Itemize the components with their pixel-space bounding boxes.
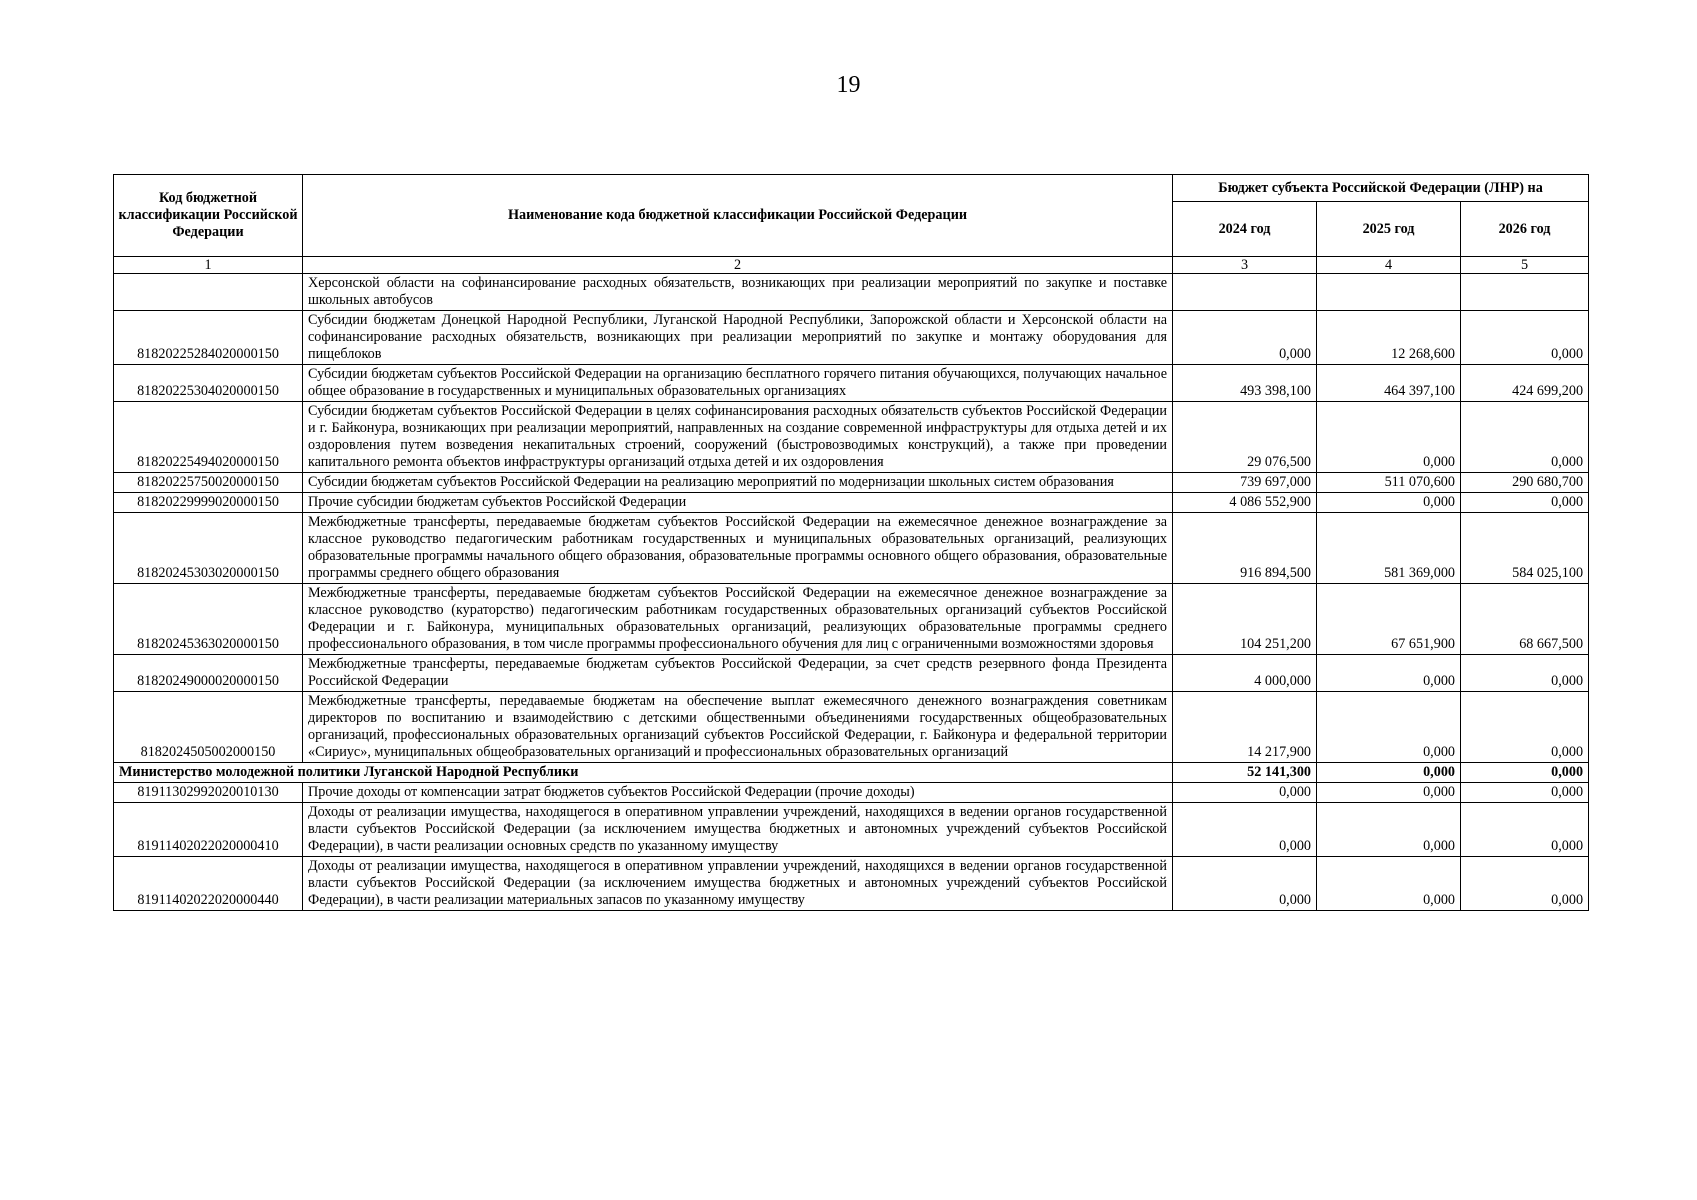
table-row [114, 365, 1589, 402]
column-number: 2 [303, 257, 1173, 274]
row-value-2026: 424 699,200 [1461, 365, 1589, 402]
table-row [114, 493, 1589, 513]
row-value-2026: 68 667,500 [1461, 584, 1589, 655]
header-year-2026: 2026 год [1461, 202, 1589, 257]
row-value-2024 [1173, 274, 1317, 311]
row-value-2025: 12 268,600 [1317, 311, 1461, 365]
row-value-2025: 67 651,900 [1317, 584, 1461, 655]
row-value-2024: 916 894,500 [1173, 513, 1317, 584]
row-value-2025: 0,000 [1317, 493, 1461, 513]
row-value-2026: 290 680,700 [1461, 473, 1589, 493]
page-number: 19 [836, 72, 861, 98]
row-value-2025: 0,000 [1317, 857, 1461, 911]
section-total-2026: 0,000 [1461, 763, 1589, 783]
row-value-2026: 0,000 [1461, 692, 1589, 763]
header-year-2025: 2025 год [1317, 202, 1461, 257]
row-code: 81820225750020000150 [114, 473, 303, 493]
table-row [114, 473, 1589, 493]
row-code: 81820229999020000150 [114, 493, 303, 513]
column-number: 5 [1461, 257, 1589, 274]
row-code: 81911302992020010130 [114, 783, 303, 803]
row-value-2024: 0,000 [1173, 783, 1317, 803]
row-value-2026 [1461, 274, 1589, 311]
header-name: Наименование кода бюджетной классификации Российской Федерации [303, 175, 1173, 257]
row-code: 81820245303020000150 [114, 513, 303, 584]
row-name: Межбюджетные трансферты, передаваемые бюджетам на обеспечение выплат ежемесячного денежного вознаграждения советникам директоров по воспитанию и взаимодействию с детскими общественными объединениями государственных общеобразовательных организаций, профессиональных образовательных организаций субъектов Российской Федерации, г. Байконура и федеральной территории «Сириус», муниципальных общеобразовательных организаций и профессиональных образовательных организаций [303, 692, 1173, 763]
row-value-2024: 493 398,100 [1173, 365, 1317, 402]
table-row [114, 857, 1589, 911]
row-value-2025: 0,000 [1317, 692, 1461, 763]
row-value-2026: 0,000 [1461, 402, 1589, 473]
row-name: Прочие субсидии бюджетам субъектов Российской Федерации [303, 493, 1173, 513]
row-value-2024: 0,000 [1173, 803, 1317, 857]
table-row [114, 274, 1589, 311]
row-name: Доходы от реализации имущества, находящегося в оперативном управлении учреждений, находящихся в ведении органов государственной власти субъектов Российской Федерации (за исключением имущества бюджетных и автономных учреждений субъектов Российской Федерации), в части реализации основных средств по указанному имуществу [303, 803, 1173, 857]
table-row [114, 783, 1589, 803]
row-value-2024: 104 251,200 [1173, 584, 1317, 655]
row-value-2025: 0,000 [1317, 655, 1461, 692]
row-name: Межбюджетные трансферты, передаваемые бюджетам субъектов Российской Федерации на ежемесячное денежное вознаграждение за классное руководство (кураторство) педагогическим работникам государственных образовательных организаций субъектов Российской Федерации и г. Байконура, муниципальных образовательных организаций, реализующих образовательные программы среднего профессионального образования, в том числе программы профессионального обучения для лиц с ограниченными возможностями здоровья [303, 584, 1173, 655]
row-value-2026: 0,000 [1461, 857, 1589, 911]
row-value-2024: 739 697,000 [1173, 473, 1317, 493]
section-row [114, 763, 1589, 783]
table-row [114, 692, 1589, 763]
row-value-2024: 4 086 552,900 [1173, 493, 1317, 513]
row-value-2026: 0,000 [1461, 493, 1589, 513]
row-value-2024: 29 076,500 [1173, 402, 1317, 473]
table-row [114, 311, 1589, 365]
header-budget-group: Бюджет субъекта Российской Федерации (ЛНР) на [1173, 175, 1589, 202]
section-total-2024: 52 141,300 [1173, 763, 1317, 783]
row-code: 81820225284020000150 [114, 311, 303, 365]
budget-table [113, 174, 1589, 911]
row-code: 81820225304020000150 [114, 365, 303, 402]
row-name: Межбюджетные трансферты, передаваемые бюджетам субъектов Российской Федерации на ежемесячное денежное вознаграждение за классное руководство педагогическим работникам государственных и муниципальных образовательных организаций, реализующих образовательные программы начального общего образования, образовательные программы основного общего образования, образовательные программы среднего общего образования [303, 513, 1173, 584]
row-value-2026: 0,000 [1461, 311, 1589, 365]
row-code: 81820249000020000150 [114, 655, 303, 692]
row-value-2025 [1317, 274, 1461, 311]
row-name: Межбюджетные трансферты, передаваемые бюджетам субъектов Российской Федерации, за счет средств резервного фонда Президента Российской Федерации [303, 655, 1173, 692]
row-code: 81820225494020000150 [114, 402, 303, 473]
row-value-2026: 0,000 [1461, 655, 1589, 692]
row-value-2025: 511 070,600 [1317, 473, 1461, 493]
row-code: 81911402022020000440 [114, 857, 303, 911]
row-code: 81820245363020000150 [114, 584, 303, 655]
row-value-2026: 0,000 [1461, 803, 1589, 857]
row-value-2025: 0,000 [1317, 803, 1461, 857]
row-code: 8182024505002000150 [114, 692, 303, 763]
column-number: 3 [1173, 257, 1317, 274]
row-code: 81911402022020000410 [114, 803, 303, 857]
row-value-2026: 584 025,100 [1461, 513, 1589, 584]
column-numbers-row [114, 257, 1589, 274]
row-code [114, 274, 303, 311]
row-value-2024: 4 000,000 [1173, 655, 1317, 692]
column-number: 4 [1317, 257, 1461, 274]
section-total-2025: 0,000 [1317, 763, 1461, 783]
row-name: Субсидии бюджетам субъектов Российской Федерации на организацию бесплатного горячего питания обучающихся, получающих начальное общее образование в государственных и муниципальных образовательных организациях [303, 365, 1173, 402]
row-value-2024: 0,000 [1173, 857, 1317, 911]
row-value-2026: 0,000 [1461, 783, 1589, 803]
table-row [114, 655, 1589, 692]
row-name: Субсидии бюджетам субъектов Российской Федерации на реализацию мероприятий по модернизации школьных систем образования [303, 473, 1173, 493]
row-value-2024: 14 217,900 [1173, 692, 1317, 763]
header-code: Код бюджетной классификации Российской Федерации [114, 175, 303, 257]
table-row [114, 803, 1589, 857]
row-name: Субсидии бюджетам Донецкой Народной Республики, Луганской Народной Республики, Запорожской области и Херсонской области на софинансирование расходных обязательств, возникающих при реализации мероприятий по закупке и монтажу оборудования для пищеблоков [303, 311, 1173, 365]
table-row [114, 513, 1589, 584]
row-value-2025: 581 369,000 [1317, 513, 1461, 584]
header-row [114, 175, 1589, 202]
table-row [114, 402, 1589, 473]
row-name: Субсидии бюджетам субъектов Российской Федерации в целях софинансирования расходных обязательств субъектов Российской Федерации и г. Байконура, возникающих при реализации мероприятий, направленных на создание современной инфраструктуры для отдыха детей и их оздоровления путем возведения некапитальных строений, сооружений (быстровозводимых конструкций), а также при проведении капитального ремонта объектов инфраструктуры организаций отдыха детей и их оздоровления [303, 402, 1173, 473]
table-row [114, 584, 1589, 655]
row-value-2024: 0,000 [1173, 311, 1317, 365]
section-title: Министерство молодежной политики Луганской Народной Республики [114, 763, 1173, 783]
row-name: Прочие доходы от компенсации затрат бюджетов субъектов Российской Федерации (прочие доходы) [303, 783, 1173, 803]
header-year-2024: 2024 год [1173, 202, 1317, 257]
row-value-2025: 464 397,100 [1317, 365, 1461, 402]
row-name: Доходы от реализации имущества, находящегося в оперативном управлении учреждений, находящихся в ведении органов государственной власти субъектов Российской Федерации (за исключением имущества бюджетных и автономных учреждений субъектов Российской Федерации), в части реализации материальных запасов по указанному имуществу [303, 857, 1173, 911]
column-number: 1 [114, 257, 303, 274]
row-name: Херсонской области на софинансирование расходных обязательств, возникающих при реализации мероприятий по закупке и поставке школьных автобусов [303, 274, 1173, 311]
row-value-2025: 0,000 [1317, 402, 1461, 473]
row-value-2025: 0,000 [1317, 783, 1461, 803]
